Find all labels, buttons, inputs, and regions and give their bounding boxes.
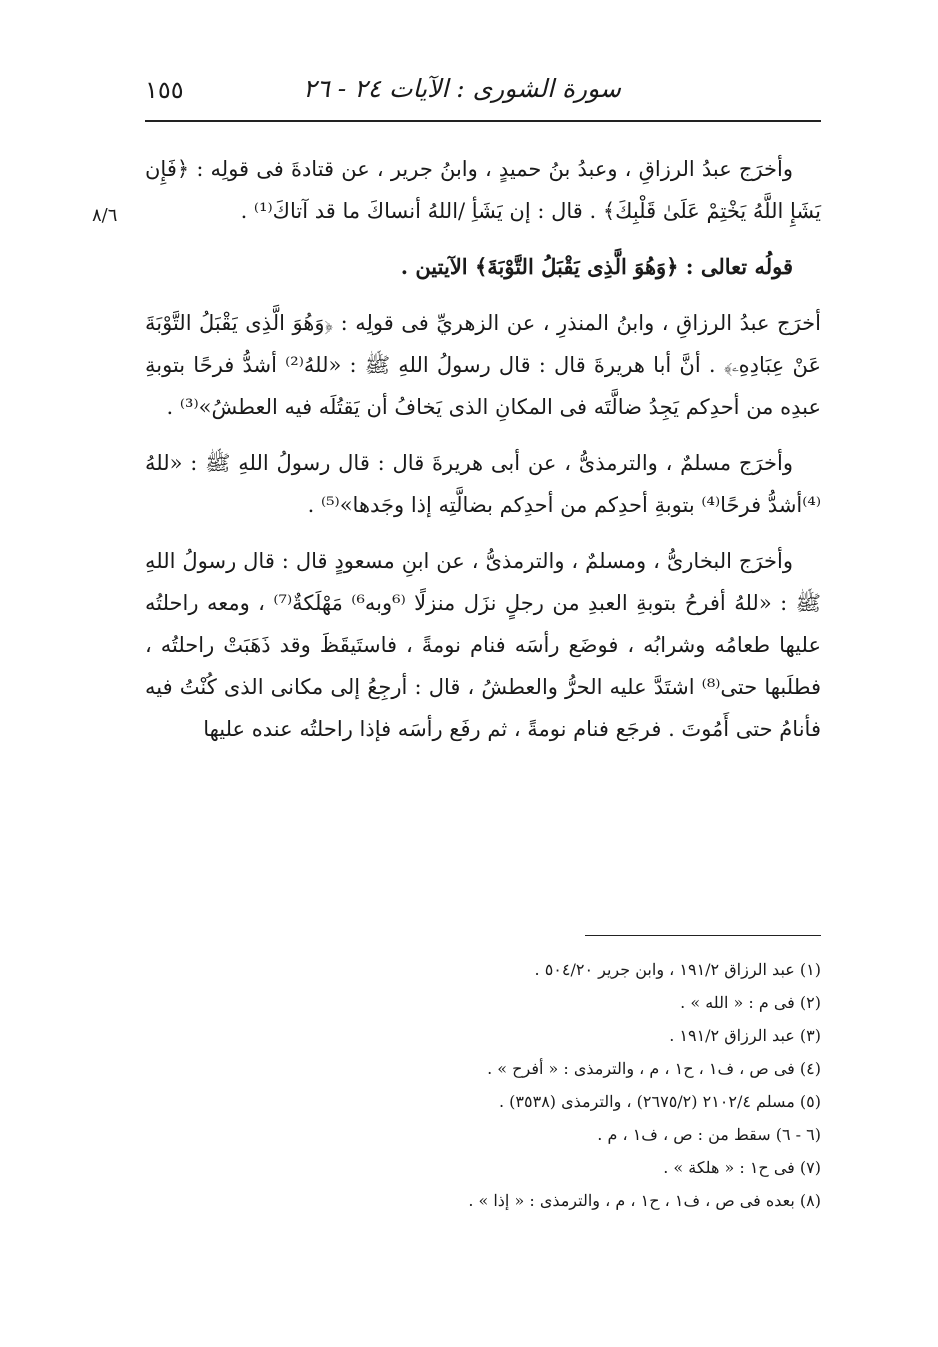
page-number: ١٥٥ — [145, 76, 184, 104]
footnote-item: (٢) فى م : « الله » . — [680, 993, 821, 1012]
margin-note: ٨/٦ — [92, 205, 118, 226]
header-rule — [145, 120, 821, 122]
paragraph-qatada: وأخرَج عبدُ الرزاقِ ، وعبدُ بنُ حميدٍ ، وابنُ جرير ، عن قتادةَ فى قولِه : ﴿فَإِن يَشَإِ اللَّهُ يَخْتِمْ عَلَىٰ قَلْبِكَ﴾ . قال : إن يَشَأِ /اللهُ أنساكَ ما قد آتاكَ⁽¹⁾ . — [145, 157, 821, 223]
running-title: سورة الشورى : الآيات ٢٤ - ٢٦ — [302, 74, 621, 103]
body-text — [145, 148, 821, 764]
paragraph-muslim: وأخرَج مسلمٌ ، والترمذىُّ ، عن أبى هريرةَ قال : قال رسولُ اللهِ ﷺ : «للهُ ⁽⁴⁾أشدُّ فرحًا⁽⁴⁾ بتوبةِ أحدِكم من أحدِكم بضالَّتِه إذا وجَدها»⁽⁵⁾ . — [145, 451, 821, 517]
footnotes — [300, 953, 821, 1217]
page-header — [145, 70, 821, 114]
footnote-item: (١) عبد الرزاق ١٩١/٢ ، وابن جرير ٥٠٤/٢٠ . — [534, 960, 821, 979]
footnote-item: (٨) بعده فى ص ، ف١ ، ح١ ، م ، والترمذى : « إذا » . — [468, 1191, 821, 1210]
footnote-item: (٦ - ٦) سقط من : ص ، ف١ ، م . — [597, 1125, 821, 1144]
footnote-rule — [585, 935, 821, 936]
footnote-item: (٧) فى ح١ : « هلكة » . — [663, 1158, 821, 1177]
verse-heading: قولُه تعالى : ﴿وَهُوَ الَّذِى يَقْبَلُ التَّوْبَةَ﴾ الآيتين . — [400, 254, 793, 279]
paragraph-bukhari: وأخرَج البخارىُّ ، ومسلمٌ ، والترمذىُّ ، عن ابنِ مسعودٍ قال : قال رسولُ اللهِ ﷺ : «للهُ أفرحُ بتوبةِ العبدِ من رجلٍ نزَل منزلًا ⁽⁶وبه⁶⁾ مَهْلَكةٌ⁽⁷⁾ ، ومعه راحلتُه عليها طعامُه وشرابُه ، فوضَع رأسَه فنام نومةً ، فاستَيقَظَ وقد ذَهَبَتْ راحلتُه ، فطلَبها حتى⁽⁸⁾ اشتَدَّ عليه الحرُّ والعطشُ ، قال : أرجِعُ إلى مكانى الذى كُنْتُ فيه فأنامُ حتى أَمُوتَ . فرجَع فنام نومةً ، ثم رفَع رأسَه فإذا راحلتُه عنده عليها — [145, 549, 822, 741]
footnote-item: (٣) عبد الرزاق ١٩١/٢ . — [669, 1026, 821, 1045]
footnote-item: (٤) فى ص ، ف١ ، ح١ ، م ، والترمذى : « أفرح » . — [487, 1059, 821, 1078]
footnote-item: (٥) مسلم ٢١٠٢/٤ (٢٦٧٥/٢) ، والترمذى (٣٥٣٨) . — [499, 1092, 821, 1111]
paragraph-zuhri: أخرَج عبدُ الرزاقِ ، وابنُ المنذرِ ، عن الزهريِّ فى قولِه : ﴿وَهُوَ الَّذِى يَقْبَلُ التَّوْبَةَ عَنْ عِبَادِهِۦ﴾ . أنَّ أبا هريرةَ قال : قال رسولُ اللهِ ﷺ : «للهُ⁽²⁾ أشدُّ فرحًا بتوبةِ عبدِه من أحدِكم يَجِدُ ضالَّتَه فى المكانِ الذى يَخافُ أن يَقتُلَه فيه العطشُ»⁽³⁾ . — [145, 311, 821, 419]
